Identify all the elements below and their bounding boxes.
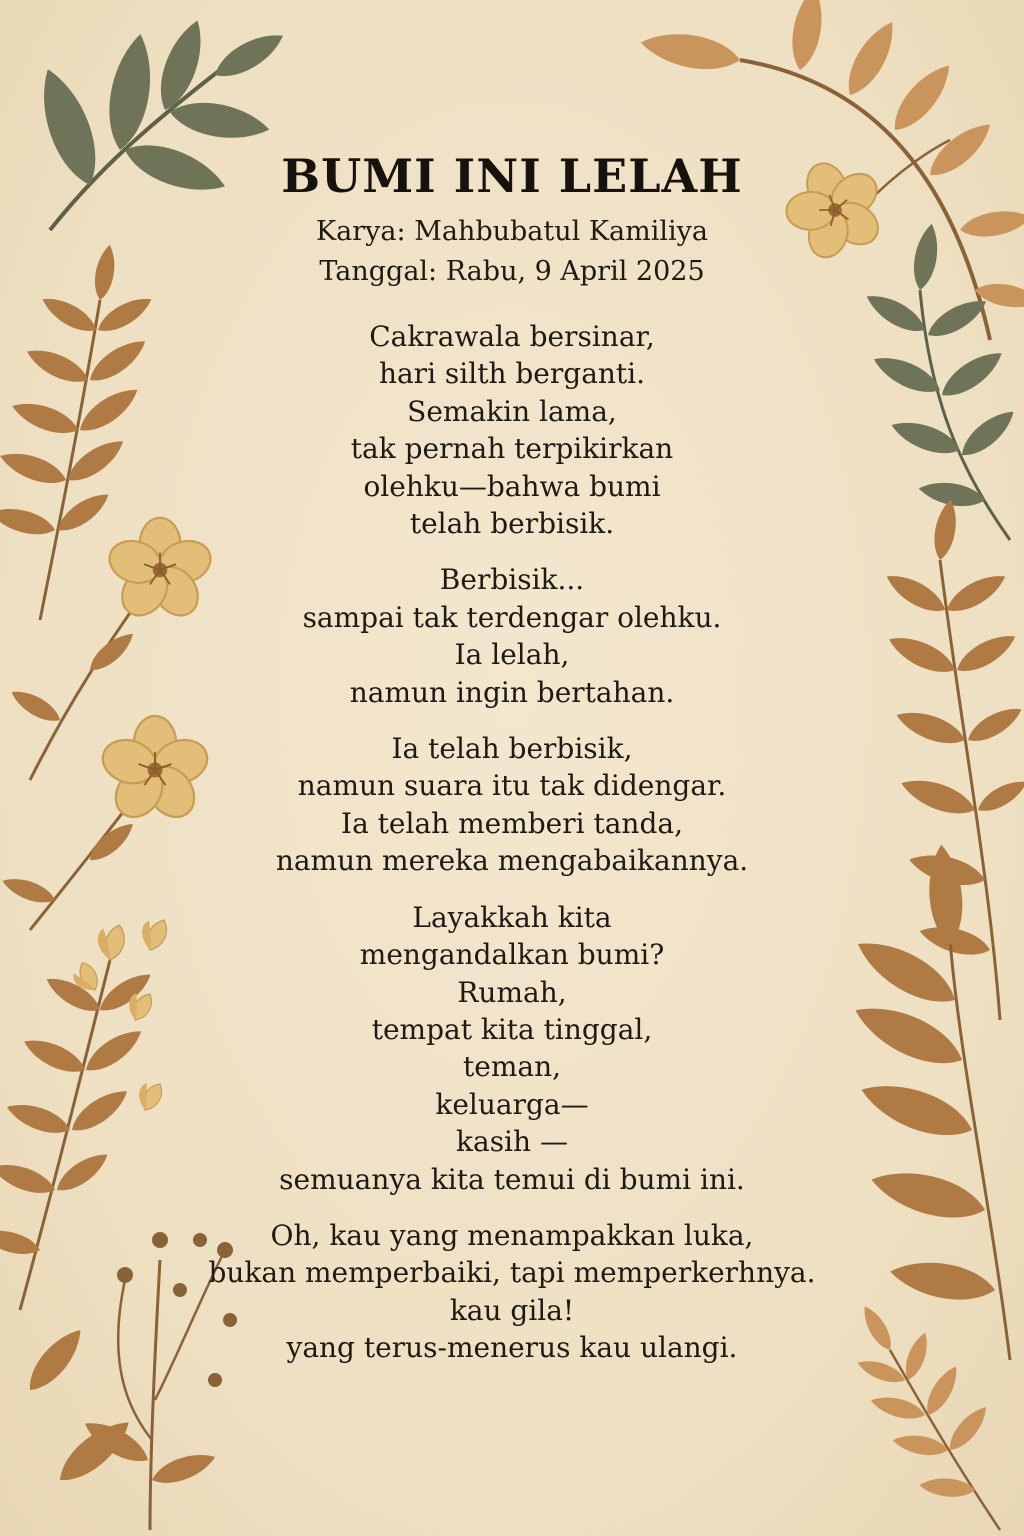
author-line: Karya: Mahbubatul Kamiliya xyxy=(316,216,708,247)
poem-line: Ia telah memberi tanda, xyxy=(341,806,683,840)
poem-line: Ia lelah, xyxy=(454,638,570,672)
poem-line: telah berbisik. xyxy=(409,507,615,541)
leaf-branch-icon xyxy=(855,1302,1000,1530)
poem-line: Ia telah berbisik, xyxy=(391,732,633,766)
poem-line: sampai tak terdengar olehku. xyxy=(302,600,722,634)
leaf-branch-icon xyxy=(861,222,1020,540)
poem-line: yang terus-menerus kau ulangi. xyxy=(286,1331,738,1365)
poem-line: mengandalkan bumi? xyxy=(359,938,665,972)
poem-line: bukan memperbaiki, tapi memperkerhnya. xyxy=(208,1256,816,1290)
poem-line: kasih — xyxy=(456,1125,568,1159)
stanza xyxy=(200,1217,824,1367)
date-line: Tanggal: Rabu, 9 April 2025 xyxy=(319,256,705,287)
poem-line: olehku—bahwa bumi xyxy=(363,469,661,503)
poem-line: Layakkah kita xyxy=(412,900,612,934)
stanza xyxy=(200,730,824,880)
poem-line: teman, xyxy=(463,1050,561,1084)
poem xyxy=(200,140,824,1367)
poem-line: namun ingin bertahan. xyxy=(349,675,675,709)
poem-line: tempat kita tinggal, xyxy=(371,1012,653,1046)
poem-line: kau gila! xyxy=(449,1293,575,1327)
poem-line: Rumah, xyxy=(457,975,567,1009)
poem-line: Semakin lama, xyxy=(407,394,617,428)
poem-line: Berbisik... xyxy=(439,563,585,597)
stanza xyxy=(200,899,824,1198)
poem-line: hari silth berganti. xyxy=(378,357,646,391)
poem-line: Oh, kau yang menampakkan luka, xyxy=(270,1218,754,1252)
leaf-branch-icon xyxy=(847,843,1010,1360)
poem-line: semuanya kita temui di bumi ini. xyxy=(279,1162,745,1196)
leaf-branch-icon xyxy=(881,498,1024,1020)
poem-line: Cakrawala bersinar, xyxy=(369,320,655,353)
poem-line: namun mereka mengabaikannya. xyxy=(275,844,749,878)
stanza xyxy=(200,318,824,542)
poem-title: BUMI INI LELAH xyxy=(281,149,743,203)
poem-line: namun suara itu tak didengar. xyxy=(297,769,727,803)
flower-icon xyxy=(0,716,213,930)
leaf-branch-icon xyxy=(0,913,171,1310)
poem-line: keluarga— xyxy=(435,1087,589,1121)
stanza xyxy=(200,561,824,711)
poem-line: tak pernah terpikirkan xyxy=(350,432,674,466)
